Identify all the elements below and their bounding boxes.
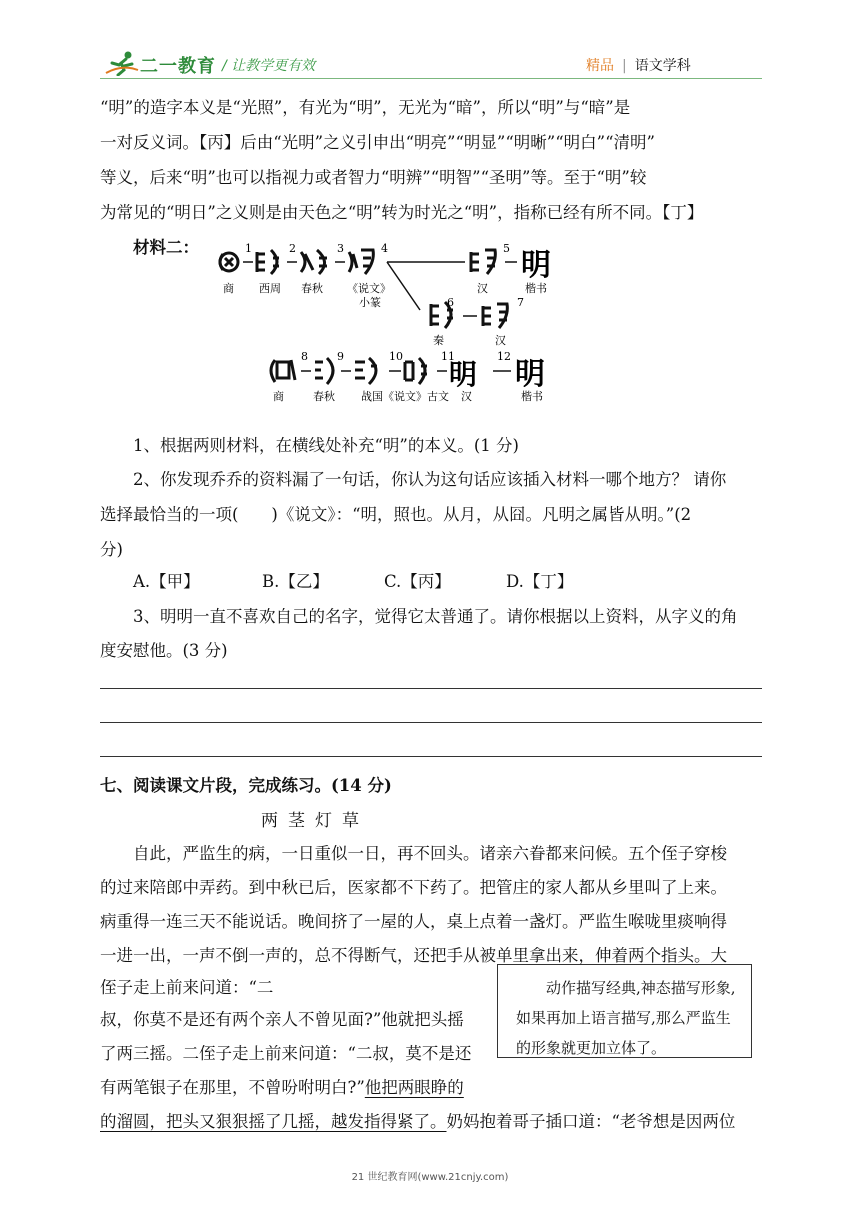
passage-line-5: 侄子走上前来问道：“二 [100,978,274,997]
material-two-label: 材料二： [133,238,199,257]
svg-text:楷书: 楷书 [521,390,543,403]
option-b[interactable]: B.【乙】 [262,572,329,591]
option-d[interactable]: D.【丁】 [506,572,574,591]
svg-text:11: 11 [441,350,455,363]
passage-line-6: 叔，你莫不是还有两个亲人不曾见面?”他就把头摇 [100,1010,464,1029]
svg-text:商: 商 [223,282,234,295]
svg-text:楷书: 楷书 [525,282,547,295]
option-c[interactable]: C.【丙】 [384,572,451,591]
glyph-xizhou [257,250,279,274]
svg-text:9: 9 [337,350,344,363]
answer-line-2[interactable] [100,722,762,723]
passage-line-2: 的过来陪郎中弄药。到中秋已后，医家都不下药了。把管庄的家人都从乡里叫了上来。 [100,878,727,897]
passage-title: 两茎灯草 [261,811,369,831]
glyph-chunqiu [301,250,327,274]
svg-text:汉: 汉 [477,282,488,295]
svg-text:《说文》: 《说文》 [347,282,391,295]
passage-line-9-text: 奶妈抱着哥子插口道：“老爷想是因两位 [446,1112,736,1131]
svg-text:小篆: 小篆 [359,296,381,309]
material-one-line-2: 一对反义词。【丙】后由“光明”之义引申出“明亮”“明显”“明晰”“明白”“清明” [100,133,655,152]
quality-label: 精品 [586,58,614,74]
passage-line-9 [100,1108,735,1132]
svg-text:西周: 西周 [259,282,281,295]
ming-evolution-figure [215,240,575,408]
svg-text:汉: 汉 [495,334,506,347]
svg-text:2: 2 [289,242,296,255]
question-2-line-3: 分) [100,540,123,559]
svg-text:5: 5 [503,242,510,255]
question-3-line-1: 3、明明一直不喜欢自己的名字，觉得它太普通了。请你根据以上资料，从字义的角 [133,607,738,626]
answer-line-3[interactable] [100,756,762,757]
page-footer: 21 世纪教育网(www.21cnjy.com) [351,1172,509,1183]
svg-text:3: 3 [337,242,344,255]
svg-text:春秋: 春秋 [301,282,323,295]
glyph-kaishu-1: 明 [521,248,551,283]
svg-text:6: 6 [447,296,454,309]
question-1: 1、根据两则材料，在横线处补充“明”的本义。(1 分) [133,436,519,455]
logo-text: 二一教育 [140,56,216,77]
passage-underlined-1: 他把两眼睁的 [364,1078,464,1097]
annotation-box: 动作描写经典,神态描写形象,如果再加上语言描写,那么严监生的形象就更加立体了。 [497,964,752,1058]
svg-text:1: 1 [245,242,252,255]
passage-line-8 [100,1074,464,1098]
svg-text:春秋: 春秋 [313,390,335,403]
glyph-han-1 [471,250,495,274]
svg-text:7: 7 [517,296,524,309]
header-right [586,55,691,75]
svg-text:汉: 汉 [461,390,472,403]
material-one-line-1: “明”的造字本义是“光照”，有光为“明”，无光为“暗”，所以“明”与“暗”是 [100,98,631,117]
glyph-guwen [405,358,427,384]
svg-text:10: 10 [389,350,403,363]
passage-line-1: 自此，严监生的病，一日重似一日，再不回头。诸亲六眷都来问候。五个侄子穿梭 [133,844,727,863]
option-a[interactable]: A.【甲】 [133,572,200,591]
glyph-shuowen-xiaozhuan [349,250,373,274]
svg-text:12: 12 [497,350,511,363]
glyph-chunqiu-2 [315,358,333,384]
svg-text:战国《说文》古文: 战国《说文》古文 [361,390,449,403]
glyph-han-3: 明 [449,358,478,391]
question-2-line-1: 2、你发现乔乔的资料漏了一句话，你认为这句话应该插入材料一哪个地方？ 请你 [133,470,727,489]
svg-text:商: 商 [273,390,284,403]
subject-label: 语文学科 [634,58,691,74]
section-seven-heading: 七、阅读课文片段，完成练习。(14 分) [100,776,392,795]
glyph-han-2 [483,304,507,328]
glyph-shang-2 [271,360,295,382]
header-divider [100,78,762,79]
slogan: / 让教学更有效 [222,58,316,74]
question-3-line-2: 度安慰他。(3 分) [100,641,228,660]
question-2-line-2: 选择最恰当的一项( )《说文》：“明，照也。从月，从囧。凡明之属皆从明。”(2 [100,505,692,524]
material-one-line-3: 等义，后来“明”也可以指视力或者智力“明辨”“明智”“圣明”等。至于“明”较 [100,168,647,187]
header-separator: | [622,58,627,74]
answer-line-1[interactable] [100,688,762,689]
passage-line-7: 了两三摇。二侄子走上前来问道：“二叔，莫不是还 [100,1044,472,1063]
svg-text:秦: 秦 [433,334,444,347]
passage-underlined-2: 的溜圆，把头又狠狠摇了几摇，越发指得紧了。 [100,1112,447,1131]
svg-text:4: 4 [381,242,388,255]
passage-line-4: 一进一出，一声不倒一声的，总不得断气，还把手从被单里拿出来，伸着两个指头。大 [100,946,727,965]
glyph-shang-1 [220,253,238,271]
material-one-line-4: 为常见的“明日”之义则是由天色之“明”转为时光之“明”，指称已经有所不同。【丁】 [100,203,704,222]
glyph-zhanguo [355,358,377,384]
glyph-kaishu-2: 明 [515,357,545,392]
runner-logo-icon [104,50,140,76]
passage-line-3: 病重得一连三天不能说话。晚间挤了一屋的人，桌上点着一盏灯。严监生喉咙里痰响得 [100,912,727,931]
page-header [0,0,860,84]
svg-text:8: 8 [301,350,308,363]
passage-line-8-text: 有两笔银子在那里，不曾吩咐明白?” [100,1078,365,1097]
